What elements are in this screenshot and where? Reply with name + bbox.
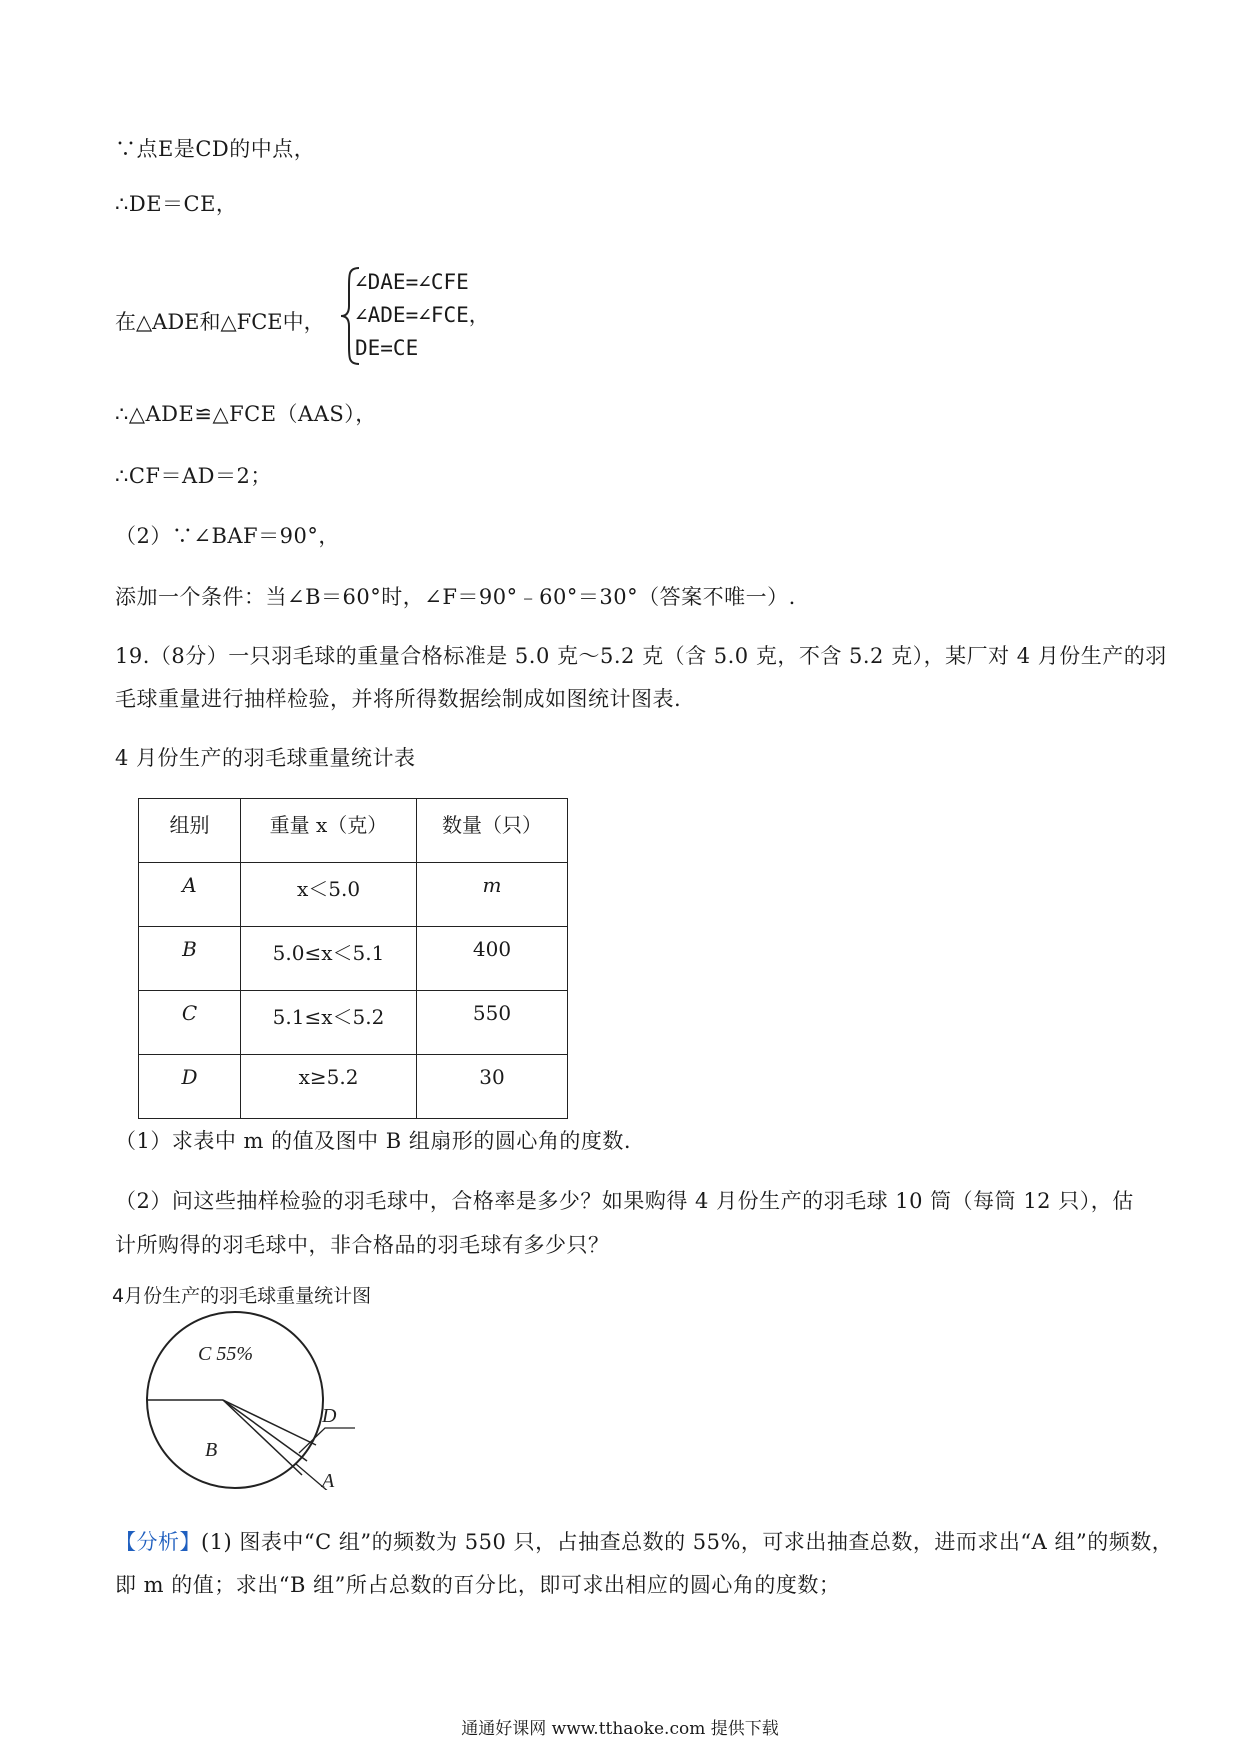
system-equations	[355, 266, 490, 365]
table-cell: D	[139, 1055, 241, 1119]
table-cell: x≥5.2	[241, 1055, 417, 1119]
table-cell: B	[139, 927, 241, 991]
table-cell: C	[139, 991, 241, 1055]
system-eq-3: DE=CE	[355, 336, 419, 360]
pie-label-a: A	[322, 1470, 335, 1490]
table-row	[139, 927, 568, 991]
stats-table	[138, 798, 568, 1119]
proof-line-midpoint: ∵点E是CD的中点，	[115, 137, 316, 161]
question-19-line-2: 毛球重量进行抽样检验，并将所得数据绘制成如图统计图表.	[115, 687, 682, 711]
table-cell: m	[417, 863, 568, 927]
table-cell: A	[139, 863, 241, 927]
table-row	[139, 863, 568, 927]
table-title: 4 月份生产的羽毛球重量统计表	[115, 746, 416, 770]
proof-line-congruent: ∴△ADE≌△FCE（AAS），	[115, 402, 377, 426]
system-eq-2: ∠ADE=∠FCE，	[355, 303, 490, 327]
condition-line: 添加一个条件：当∠B＝60°时，∠F＝90°﹣60°＝30°（答案不唯一）.	[115, 585, 796, 609]
proof-line-de-ce: ∴DE＝CE，	[115, 192, 238, 216]
table-cell: 5.0≤x＜5.1	[241, 927, 417, 991]
table-header-row	[139, 799, 568, 863]
analysis-text-1: (1) 图表中“C 组”的频数为 550 只，占抽查总数的 55%，可求出抽查总数，进而求出“A 组”的频数，	[201, 1530, 1174, 1554]
subquestion-2-line-2: 计所购得的羽毛球中，非合格品的羽毛球有多少只？	[115, 1233, 610, 1257]
analysis-tag: 【分析】	[115, 1530, 201, 1554]
pie-slice-boundary	[223, 1400, 307, 1461]
table-header-cell: 组别	[139, 799, 241, 863]
subquestion-1: （1）求表中 m 的值及图中 B 组扇形的圆心角的度数.	[115, 1129, 632, 1153]
footer-source: 通通好课网 www.tthaoke.com 提供下载	[461, 1719, 779, 1739]
chart-title: 4月份生产的羽毛球重量统计图	[112, 1285, 372, 1307]
table-header-cell: 数量（只）	[417, 799, 568, 863]
pie-chart	[140, 1310, 410, 1490]
table-cell: 400	[417, 927, 568, 991]
pie-slice-boundary	[223, 1400, 316, 1445]
table-cell: 550	[417, 991, 568, 1055]
analysis-line-1	[115, 1526, 1173, 1556]
table-cell: 30	[417, 1055, 568, 1119]
pie-slice-boundary	[223, 1400, 302, 1475]
system-label: 在△ADE和△FCE中，	[115, 310, 325, 334]
table-row	[139, 1055, 568, 1119]
subquestion-2-line-1: （2）问这些抽样检验的羽毛球中，合格率是多少？如果购得 4 月份生产的羽毛球 10 筒（每筒 12 只），估	[115, 1189, 1134, 1213]
table-cell: 5.1≤x＜5.2	[241, 991, 417, 1055]
question-19-line-1: 19.（8分）一只羽毛球的重量合格标准是 5.0 克～5.2 克（含 5.0 克，不含 5.2 克），某厂对 4 月份生产的羽	[115, 644, 1167, 668]
table-row	[139, 991, 568, 1055]
table-header-cell: 重量 x（克）	[241, 799, 417, 863]
pie-label-c: C 55%	[198, 1343, 253, 1365]
system-eq-1: ∠DAE=∠CFE	[355, 270, 469, 294]
pie-label-b: B	[205, 1439, 218, 1461]
part2-line: （2）∵∠BAF＝90°，	[115, 524, 340, 548]
analysis-line-2: 即 m 的值；求出“B 组”所占总数的百分比，即可求出相应的圆心角的度数；	[115, 1573, 841, 1597]
pie-label-d: D	[322, 1405, 337, 1427]
proof-line-cf-ad: ∴CF＝AD＝2；	[115, 464, 272, 488]
table-cell: x＜5.0	[241, 863, 417, 927]
